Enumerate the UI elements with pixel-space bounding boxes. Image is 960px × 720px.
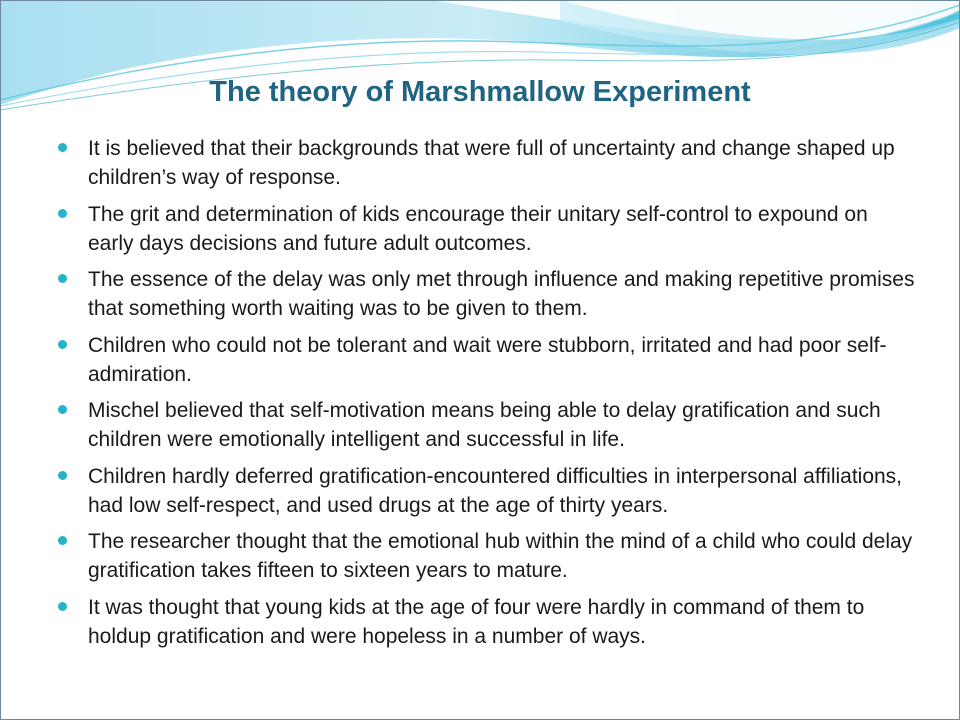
bullet-text: The essence of the delay was only met through influence and making repetitive promises that something worth waiting was to be given to them. bbox=[88, 268, 915, 320]
bullet-dot-icon bbox=[58, 209, 67, 218]
bullet-text: Mischel believed that self-motivation means being able to delay gratification and such children were emotionally intelligent and successful in life. bbox=[88, 399, 881, 451]
bullet-text: The researcher thought that the emotional hub within the mind of a child who could delay gratification takes fifteen to sixteen years to mature. bbox=[88, 530, 913, 582]
bullet-dot-icon bbox=[58, 536, 67, 545]
bullet-text: It was thought that young kids at the age of four were hardly in command of them to holdup gratification and were hopeless in a number of ways. bbox=[88, 595, 865, 648]
bullet-item bbox=[58, 593, 918, 651]
bullet-item bbox=[58, 527, 918, 585]
bullet-item bbox=[58, 265, 918, 323]
slide-title: The theory of Marshmallow Experiment bbox=[209, 76, 751, 108]
bullet-dot-icon bbox=[58, 405, 67, 414]
bullet-text: Children who could not be tolerant and wait were stubborn, irritated and had poor self-admiration. bbox=[88, 333, 887, 386]
bullet-item bbox=[58, 200, 918, 258]
header-wave-decoration bbox=[0, 0, 960, 130]
bullet-dot-icon bbox=[58, 340, 67, 349]
bullet-item bbox=[58, 331, 918, 389]
bullet-dot-icon bbox=[58, 602, 67, 611]
bullet-item bbox=[58, 134, 918, 192]
bullet-dot-icon bbox=[58, 471, 67, 480]
bullet-dot-icon bbox=[58, 274, 67, 283]
bullet-text: Children hardly deferred gratification-encountered difficulties in interpersonal affiliations, had low self-respect, and used drugs at the age of thirty years. bbox=[88, 464, 903, 517]
bullet-item bbox=[58, 396, 918, 454]
bullet-text: The grit and determination of kids encourage their unitary self-control to expound on early days decisions and future adult outcomes. bbox=[88, 202, 868, 255]
bullet-text: It is believed that their backgrounds that were full of uncertainty and change shaped up children’s way of response. bbox=[88, 137, 895, 189]
bullet-dot-icon bbox=[58, 143, 67, 152]
bullet-list bbox=[58, 134, 918, 658]
bullet-item bbox=[58, 462, 918, 520]
